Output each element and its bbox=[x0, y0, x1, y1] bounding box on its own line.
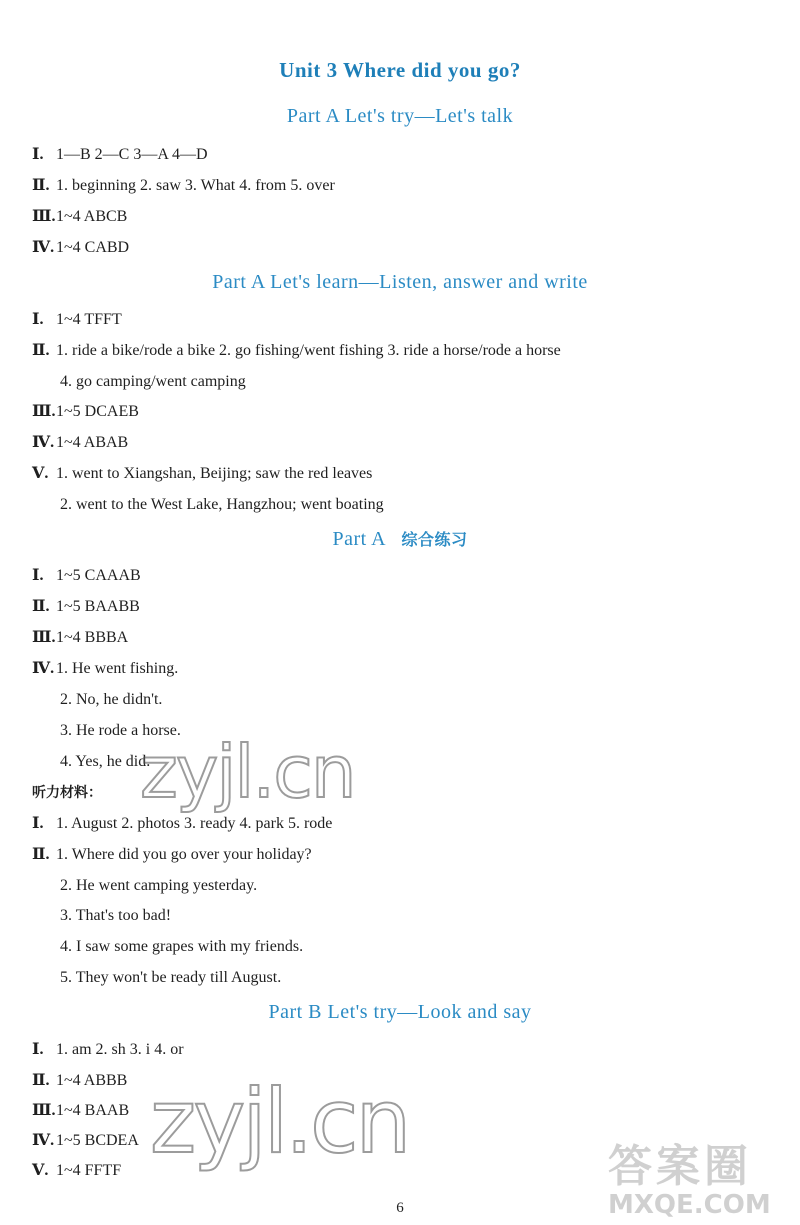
watermark-text: zyjl.cn bbox=[150, 1070, 409, 1173]
item-number: Ⅰ. bbox=[32, 567, 44, 584]
item-number: Ⅲ. bbox=[32, 629, 56, 646]
item-number: Ⅰ. bbox=[32, 815, 44, 832]
answer-text: 1~4 ABCB bbox=[56, 208, 128, 225]
item-number: Ⅲ. bbox=[32, 208, 56, 225]
answer-text: 3. That's too bad! bbox=[60, 907, 172, 924]
answer-line bbox=[32, 814, 760, 834]
answer-line bbox=[32, 433, 760, 453]
answer-line bbox=[32, 176, 760, 196]
answer-line bbox=[32, 145, 760, 165]
answer-text: 1~4 TFFT bbox=[56, 311, 122, 328]
section-title-part-b-try: Part B Let's try—Look and say bbox=[268, 1001, 532, 1023]
answer-text: 1~5 DCAEB bbox=[56, 403, 139, 420]
item-number: Ⅱ. bbox=[32, 1072, 50, 1089]
answer-text: 1—B 2—C 3—A 4—D bbox=[56, 146, 208, 163]
answer-line bbox=[60, 968, 760, 988]
answer-line bbox=[32, 207, 760, 227]
answer-line bbox=[60, 495, 760, 515]
item-number: Ⅱ. bbox=[32, 598, 50, 615]
answer-line bbox=[60, 906, 760, 926]
answer-line bbox=[60, 937, 760, 957]
answer-line bbox=[32, 341, 760, 361]
answer-line bbox=[32, 1040, 760, 1060]
answer-text: 1. beginning 2. saw 3. What 4. from 5. over bbox=[56, 177, 335, 194]
section-title-part-a-try: Part A Let's try—Let's talk bbox=[286, 105, 514, 127]
answer-text: 1. He went fishing. bbox=[56, 660, 179, 677]
answer-text: 1~5 CAAAB bbox=[56, 567, 141, 584]
answer-line bbox=[32, 597, 760, 617]
item-number: Ⅳ. bbox=[32, 660, 55, 677]
item-number: Ⅰ. bbox=[32, 311, 44, 328]
section-title-part-a-practice bbox=[0, 527, 800, 551]
answer-text: 1~5 BAABB bbox=[56, 598, 140, 615]
answer-text: 1~4 BAAB bbox=[56, 1102, 130, 1119]
answer-line bbox=[32, 238, 760, 258]
listening-label-text: 听力材料： bbox=[32, 785, 102, 801]
answer-text: 5. They won't be ready till August. bbox=[60, 969, 282, 986]
answer-text: 1. ride a bike/rode a bike 2. go fishing/went fishing 3. ride a horse/rode a horse bbox=[56, 342, 561, 359]
answer-text: 1~4 FFTF bbox=[56, 1162, 122, 1179]
item-number: Ⅱ. bbox=[32, 177, 50, 194]
section-title-en: Part A bbox=[332, 528, 402, 550]
answer-text: 1. went to Xiangshan, Beijing; saw the red leaves bbox=[56, 465, 373, 482]
watermark-logo-site: MXQE.COM bbox=[608, 1190, 771, 1220]
answer-text: 1. August 2. photos 3. ready 4. park 5. rode bbox=[56, 815, 333, 832]
answer-text: 4. Yes, he did. bbox=[60, 753, 151, 770]
answer-text: 1~4 BBBA bbox=[56, 629, 129, 646]
unit-title: Unit 3 Where did you go? bbox=[279, 58, 521, 82]
item-number: Ⅰ. bbox=[32, 1041, 44, 1058]
item-number: Ⅲ. bbox=[32, 1102, 56, 1119]
section-title-cn: 综合练习 bbox=[401, 532, 468, 549]
answer-line bbox=[60, 372, 760, 392]
answer-line bbox=[32, 845, 760, 865]
item-number: Ⅱ. bbox=[32, 846, 50, 863]
answer-text: 1~4 CABD bbox=[56, 239, 130, 256]
item-number: Ⅴ. bbox=[32, 465, 49, 482]
answer-line bbox=[32, 402, 760, 422]
answer-text: 1~4 ABBB bbox=[56, 1072, 128, 1089]
answer-text: 2. went to the West Lake, Hangzhou; went boating bbox=[60, 496, 384, 513]
answer-text: 4. I saw some grapes with my friends. bbox=[60, 938, 304, 955]
answer-text: 1~5 BCDEA bbox=[56, 1132, 139, 1149]
item-number: Ⅴ. bbox=[32, 1162, 49, 1179]
answer-text: 4. go camping/went camping bbox=[60, 373, 246, 390]
answer-text: 1. Where did you go over your holiday? bbox=[56, 846, 312, 863]
item-number: Ⅱ. bbox=[32, 342, 50, 359]
watermark-text: zyjl.cn bbox=[140, 730, 355, 814]
page-number: 6 bbox=[396, 1200, 404, 1216]
answer-text: 1~4 ABAB bbox=[56, 434, 129, 451]
answer-line bbox=[32, 628, 760, 648]
item-number: Ⅳ. bbox=[32, 434, 55, 451]
answer-line bbox=[32, 310, 760, 330]
answer-text: 1. am 2. sh 3. i 4. or bbox=[56, 1041, 184, 1058]
answer-text: 3. He rode a horse. bbox=[60, 722, 181, 739]
answer-text: 2. No, he didn't. bbox=[60, 691, 163, 708]
answer-line bbox=[60, 876, 760, 896]
item-number: Ⅰ. bbox=[32, 146, 44, 163]
answer-line bbox=[32, 464, 760, 484]
item-number: Ⅳ. bbox=[32, 1132, 55, 1149]
item-number: Ⅲ. bbox=[32, 403, 56, 420]
answer-line bbox=[32, 659, 760, 679]
watermark-logo-cn: 答案圈 bbox=[608, 1141, 752, 1192]
answer-line bbox=[60, 690, 760, 710]
answer-line bbox=[32, 566, 760, 586]
answer-text: 2. He went camping yesterday. bbox=[60, 877, 258, 894]
item-number: Ⅳ. bbox=[32, 239, 55, 256]
section-title-part-a-learn: Part A Let's learn—Listen, answer and write bbox=[212, 271, 588, 293]
